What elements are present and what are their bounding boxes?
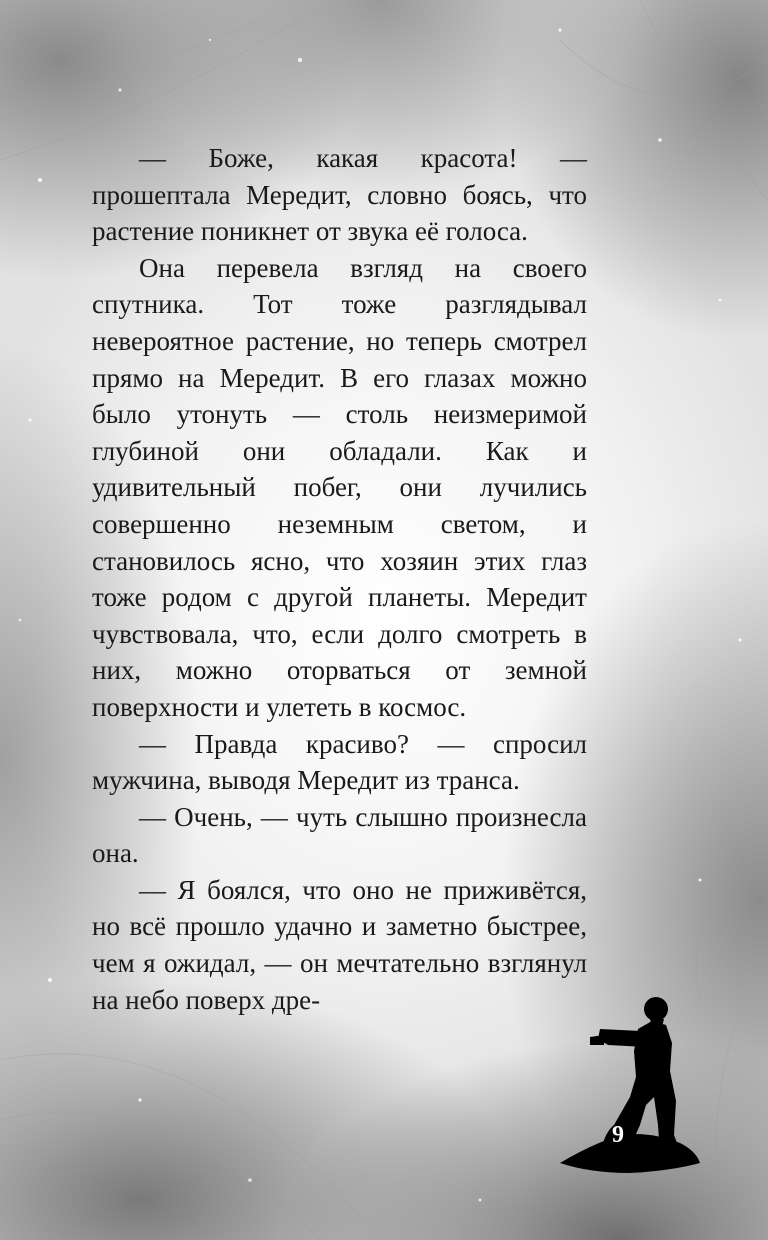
- page-number: 9: [612, 1122, 624, 1148]
- paragraph-3: — Правда красиво? — спросил мужчина, выводя Мередит из транса.: [92, 728, 587, 796]
- paragraph-2: Она перевела взгляд на своего спутника. Тот тоже разглядывал невероятное растение, но теперь смотрел прямо на Мередит. В его глазах можно было утонуть — столь неизмеримой глубиной они обладали. Как и удивительный побег, они лучились совершенно неземным светом, и становилось ясно, что хозяин этих глаз тоже родом с другой планеты. Мередит чувствовала, что, если долго смотреть в них, можно оторваться от земной поверхности и улететь в космос.: [92, 252, 587, 722]
- paragraph-1: — Боже, какая красота! — прошептала Мередит, словно боясь, что растение поникнет от звука её голоса.: [92, 143, 587, 247]
- paragraph-4: — Очень, — чуть слышно произнесла она.: [92, 801, 587, 869]
- paragraph-5: — Я боялся, что оно не приживётся, но всё прошло удачно и заметно быстрее, чем я ожидал, — он мечтательно взглянул на небо поверх дре-: [92, 874, 587, 1015]
- body-text: [92, 140, 587, 1018]
- man-silhouette-icon: [560, 985, 700, 1185]
